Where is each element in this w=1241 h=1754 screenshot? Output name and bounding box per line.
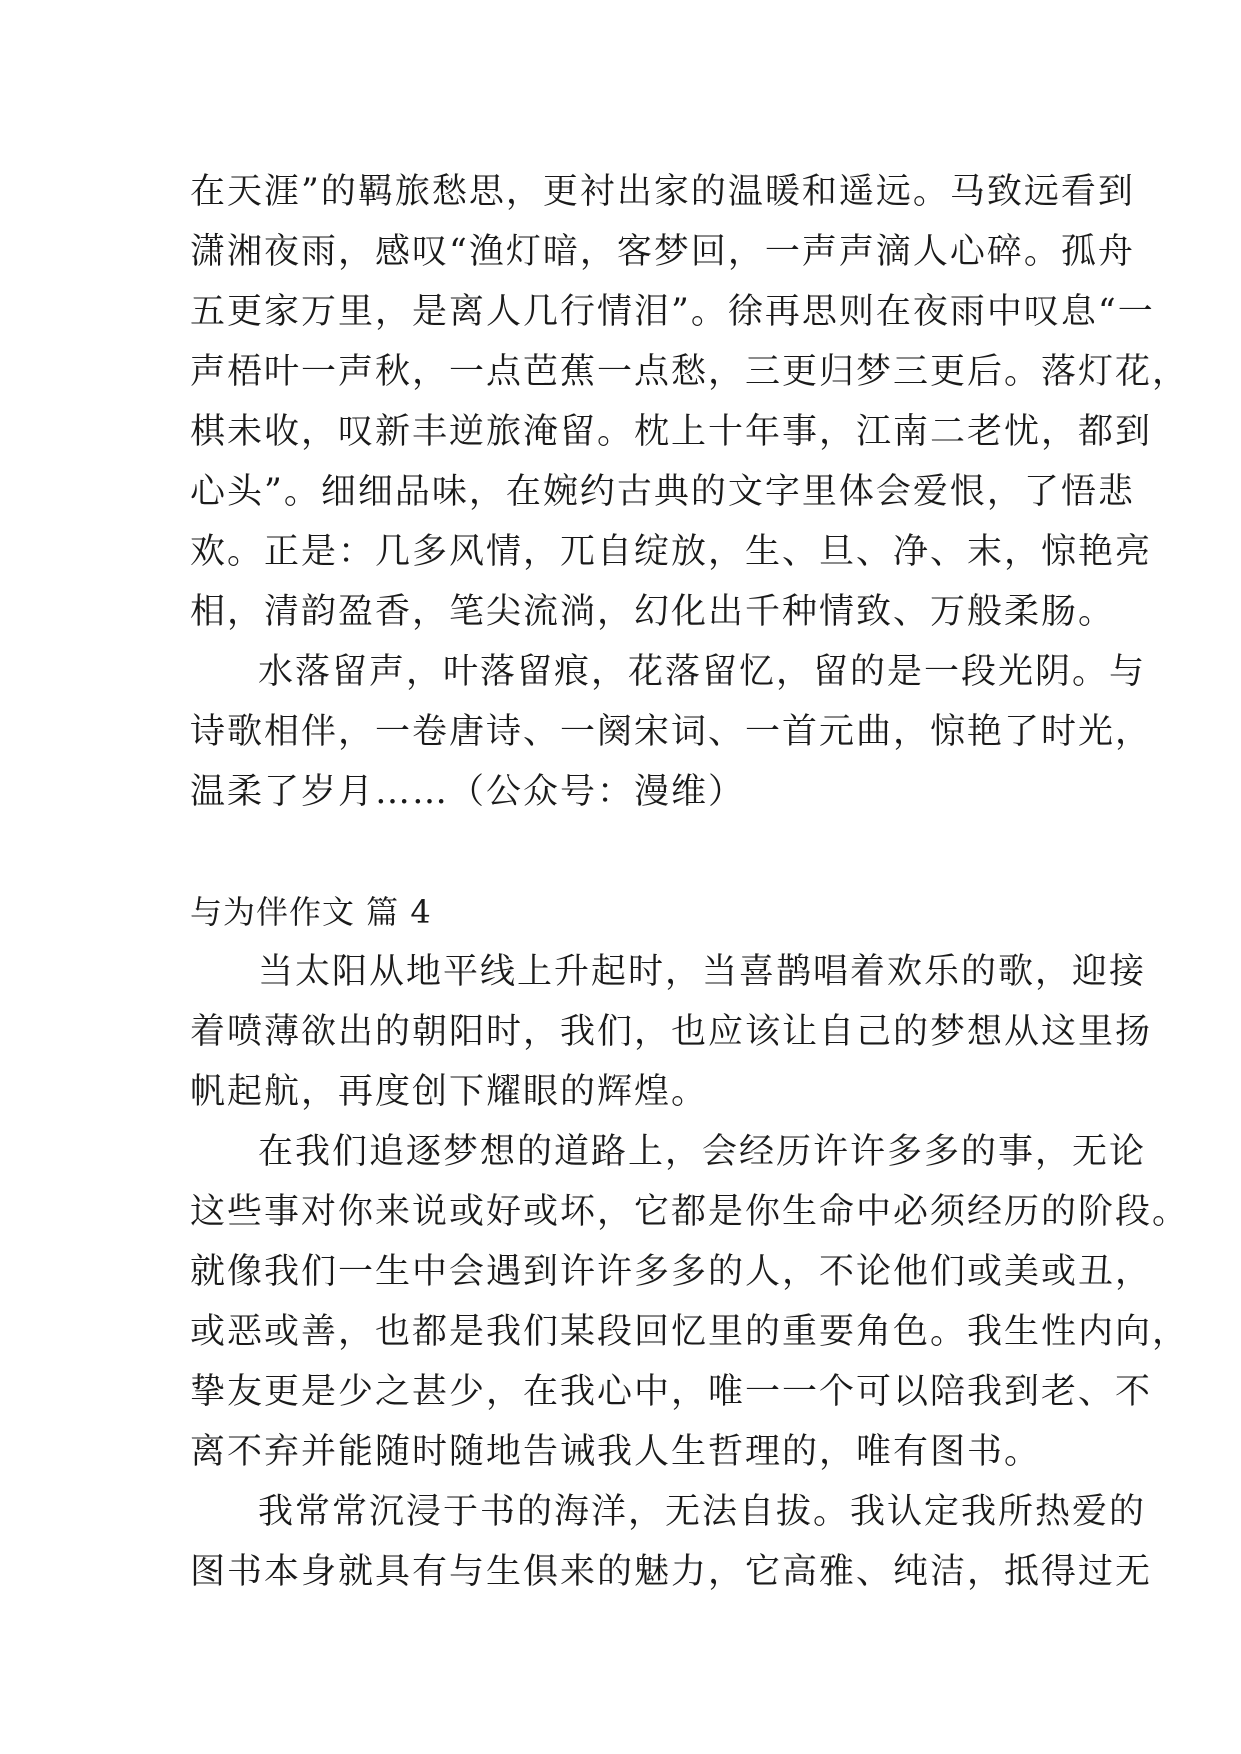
text-line: 挚友更是少之甚少，在我心中，唯一一个可以陪我到老、不 bbox=[190, 1372, 1153, 1412]
text-line: 在天涯”的羁旅愁思，更衬出家的温暖和遥远。马致远看到 bbox=[190, 172, 1135, 212]
text-line: 潇湘夜雨，感叹“渔灯暗，客梦回，一声声滴人心碎。孤舟 bbox=[190, 232, 1135, 272]
text-line: 离不弃并能随时随地告诫我人生哲理的，唯有图书。 bbox=[190, 1432, 1042, 1472]
text-line: 或恶或善，也都是我们某段回忆里的重要角色。我生性内向， bbox=[190, 1312, 1190, 1352]
text-line: 图书本身就具有与生俱来的魅力，它高雅、纯洁，抵得过无 bbox=[190, 1552, 1153, 1592]
text-line: 温柔了岁月……（公众号：漫维） bbox=[190, 772, 746, 812]
text-line: 这些事对你来说或好或坏，它都是你生命中必须经历的阶段。 bbox=[190, 1192, 1190, 1232]
text-line: 欢。正是：几多风情，兀自绽放，生、旦、净、末，惊艳亮 bbox=[190, 532, 1153, 572]
text-line: 当太阳从地平线上升起时，当喜鹊唱着欢乐的歌，迎接 bbox=[258, 952, 1147, 992]
text-line: 相，清韵盈香，笔尖流淌，幻化出千种情致、万般柔肠。 bbox=[190, 592, 1116, 632]
text-line: 帆起航，再度创下耀眼的辉煌。 bbox=[190, 1072, 709, 1112]
text-line: 五更家万里，是离人几行情泪”。徐再思则在夜雨中叹息“一 bbox=[190, 292, 1155, 332]
text-line: 着喷薄欲出的朝阳时，我们，也应该让自己的梦想从这里扬 bbox=[190, 1012, 1153, 1052]
text-line: 棋未收，叹新丰逆旅淹留。枕上十年事，江南二老忧，都到 bbox=[190, 412, 1153, 452]
text-line: 我常常沉浸于书的海洋，无法自拔。我认定我所热爱的 bbox=[258, 1492, 1147, 1532]
text-line: 诗歌相伴，一卷唐诗、一阕宋词、一首元曲，惊艳了时光， bbox=[190, 712, 1153, 752]
text-line: 水落留声，叶落留痕，花落留忆，留的是一段光阴。与 bbox=[258, 652, 1147, 692]
text-line: 心头”。细细品味，在婉约古典的文字里体会爱恨，了悟悲 bbox=[190, 472, 1135, 512]
text-line: 在我们追逐梦想的道路上，会经历许许多多的事，无论 bbox=[258, 1132, 1147, 1172]
text-line: 就像我们一生中会遇到许许多多的人，不论他们或美或丑， bbox=[190, 1252, 1153, 1292]
text-line: 声梧叶一声秋，一点芭蕉一点愁，三更归梦三更后。落灯花， bbox=[190, 352, 1190, 392]
section-heading: 与为伴作文 篇 4 bbox=[190, 893, 432, 931]
